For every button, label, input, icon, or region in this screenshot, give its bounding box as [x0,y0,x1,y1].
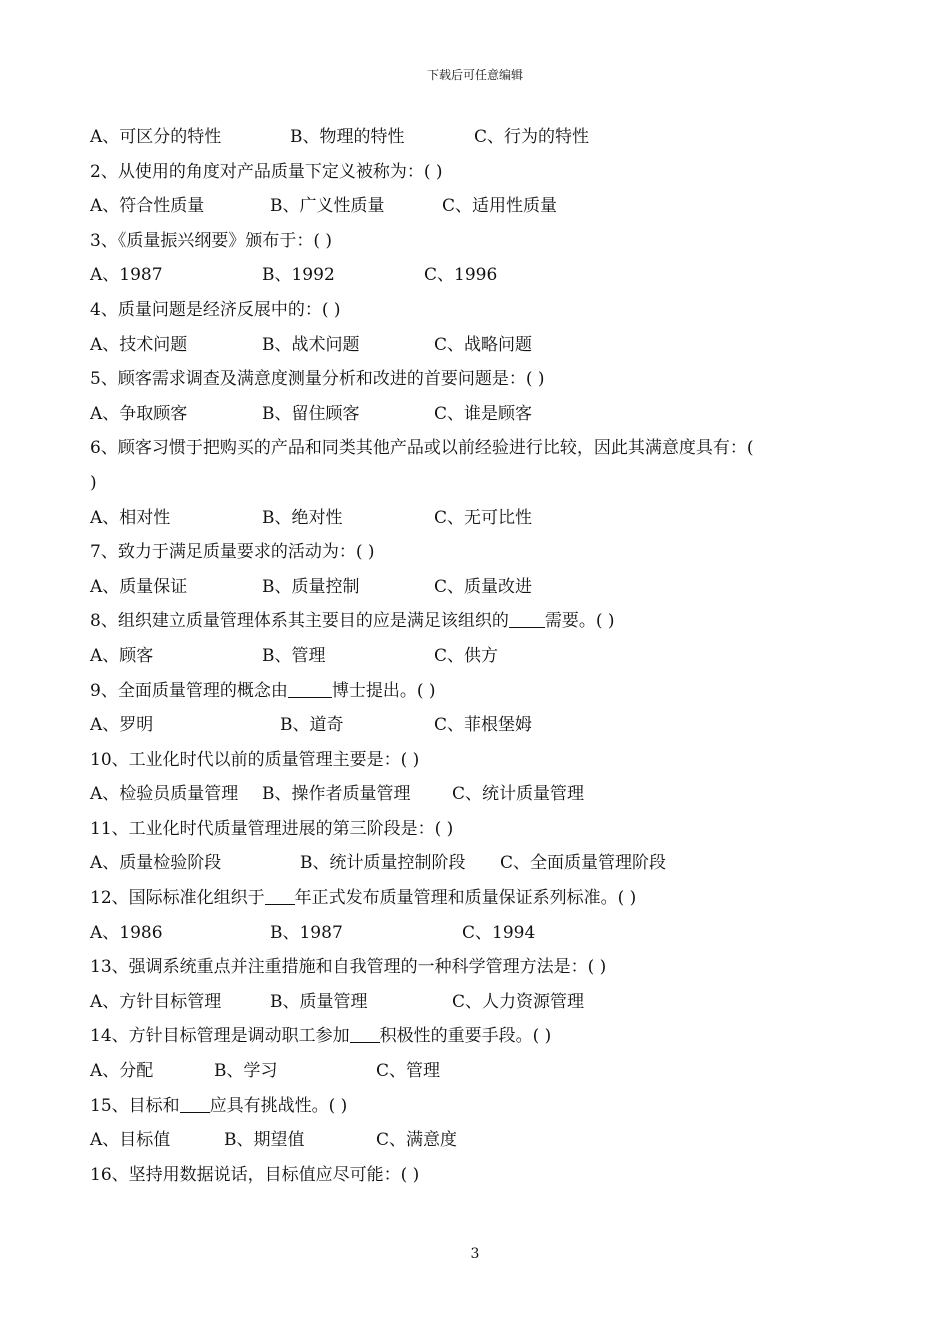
question-segment: ) [90,472,97,493]
question-segment: 年正式发布质量管理和质量保证系列标准。( ) [294,888,637,909]
answer-option: B、操作者质量管理 [262,784,411,805]
answer-options [90,916,880,951]
answer-option: A、争取顾客 [90,403,188,424]
page-number: 3 [470,1246,480,1262]
answer-option: B、1992 [262,265,335,286]
answer-option: C、质量改进 [434,576,533,597]
answer-options [90,397,880,432]
answer-options [90,501,880,536]
fill-in-blank [180,1094,210,1113]
answer-options [90,189,880,224]
answer-option: A、1987 [90,265,163,286]
question-segment: 2、从使用的角度对产品质量下定义被称为：( ) [90,161,443,182]
question-segment: 应具有挑战性。( ) [209,1095,348,1116]
question-segment: 10、工业化时代以前的质量管理主要是：( ) [90,749,420,770]
answer-option: C、无可比性 [434,507,533,528]
question-segment: 13、强调系统重点并注重措施和自我管理的一种科学管理方法是：( ) [90,957,607,978]
answer-option: B、1987 [270,922,343,943]
answer-option: B、统计质量控制阶段 [300,853,466,874]
question-text [90,293,880,328]
answer-option: A、可区分的特性 [90,127,222,147]
answer-option: B、绝对性 [262,507,343,528]
question-text [90,950,880,985]
question-segment: 7、致力于满足质量要求的活动为：( ) [90,542,375,563]
answer-option: C、满意度 [376,1130,458,1151]
answer-option: B、期望值 [224,1130,305,1151]
answer-option: B、管理 [262,645,326,666]
answer-option: C、人力资源管理 [452,991,585,1012]
answer-option: B、道奇 [280,715,344,736]
question-segment: 需要。( ) [544,611,615,632]
question-segment: 8、组织建立质量管理体系其主要目的应是满足该组织的 [90,611,509,632]
answer-option: B、留住顾客 [262,403,360,424]
answer-option: A、罗明 [90,715,154,736]
answer-option: B、质量控制 [262,576,360,597]
answer-option: A、质量检验阶段 [90,853,222,874]
question-text [90,362,880,397]
answer-option: A、质量保证 [90,576,188,597]
answer-option: A、相对性 [90,507,171,528]
fill-in-blank [509,609,545,628]
answer-option: C、菲根堡姆 [434,715,533,736]
answer-option: C、战略问题 [434,334,533,355]
question-segment: 博士提出。( ) [331,680,436,701]
answer-option: B、学习 [214,1061,278,1082]
answer-option: B、物理的特性 [290,127,405,147]
question-text [90,155,880,190]
answer-option: B、战术问题 [262,334,360,355]
question-segment: 6、顾客习惯于把购买的产品和同类其他产品或以前经验进行比较，因此其满意度具有：( [90,438,754,459]
question-segment: 16、坚持用数据说话，目标值应尽可能：( ) [90,1164,420,1185]
question-segment: 11、工业化时代质量管理进展的第三阶段是：( ) [90,818,454,839]
answer-options [90,985,880,1020]
answer-option: A、技术问题 [90,334,188,355]
answer-option: A、检验员质量管理 [90,784,239,805]
answer-options [90,777,880,812]
question-text [90,431,880,466]
answer-option: C、谁是顾客 [434,403,533,424]
question-text [90,466,880,501]
answer-options [90,1054,880,1089]
answer-option: C、1996 [424,265,498,286]
answer-option: C、1994 [462,922,536,943]
answer-option: A、符合性质量 [90,196,205,217]
question-segment: 14、方针目标管理是调动职工参加 [90,1026,350,1047]
answer-option: A、分配 [90,1061,154,1082]
answer-option: A、目标值 [90,1130,171,1151]
fill-in-blank [288,679,332,698]
question-text [90,1089,880,1124]
question-text [90,1019,880,1054]
question-segment: 12、国际标准化组织于 [90,888,265,909]
answer-option: C、管理 [376,1061,441,1082]
answer-option: B、广义性质量 [270,196,385,217]
answer-options [90,120,880,155]
answer-option: A、方针目标管理 [90,991,222,1012]
question-text [90,604,880,639]
answer-option: C、全面质量管理阶段 [500,853,667,874]
question-list [90,120,880,1192]
question-segment: 15、目标和 [90,1095,180,1116]
answer-option: C、统计质量管理 [452,784,585,805]
question-text [90,1158,880,1193]
page-header: 下载后可任意编辑 [426,68,523,82]
answer-options [90,570,880,605]
question-segment: 5、顾客需求调查及满意度测量分析和改进的首要问题是：( ) [90,369,545,390]
question-segment: 4、质量问题是经济反展中的：( ) [90,299,341,320]
answer-options [90,258,880,293]
question-text [90,881,880,916]
answer-options [90,328,880,363]
fill-in-blank [350,1024,380,1043]
question-segment: 3、《质量振兴纲要》颁布于：( ) [90,230,332,251]
answer-options [90,846,880,881]
answer-option: C、行为的特性 [474,127,590,147]
question-text [90,535,880,570]
fill-in-blank [265,886,295,905]
question-text [90,674,880,709]
answer-option: B、质量管理 [270,991,368,1012]
answer-option: A、顾客 [90,645,154,666]
answer-options [90,708,880,743]
question-text [90,743,880,778]
answer-options [90,1123,880,1158]
question-segment: 9、全面质量管理的概念由 [90,680,288,701]
question-text [90,224,880,259]
question-text [90,812,880,847]
answer-option: A、1986 [90,922,163,943]
answer-option: C、供方 [434,645,499,666]
question-segment: 积极性的重要手段。( ) [379,1026,552,1047]
answer-options [90,639,880,674]
answer-option: C、适用性质量 [442,196,558,217]
